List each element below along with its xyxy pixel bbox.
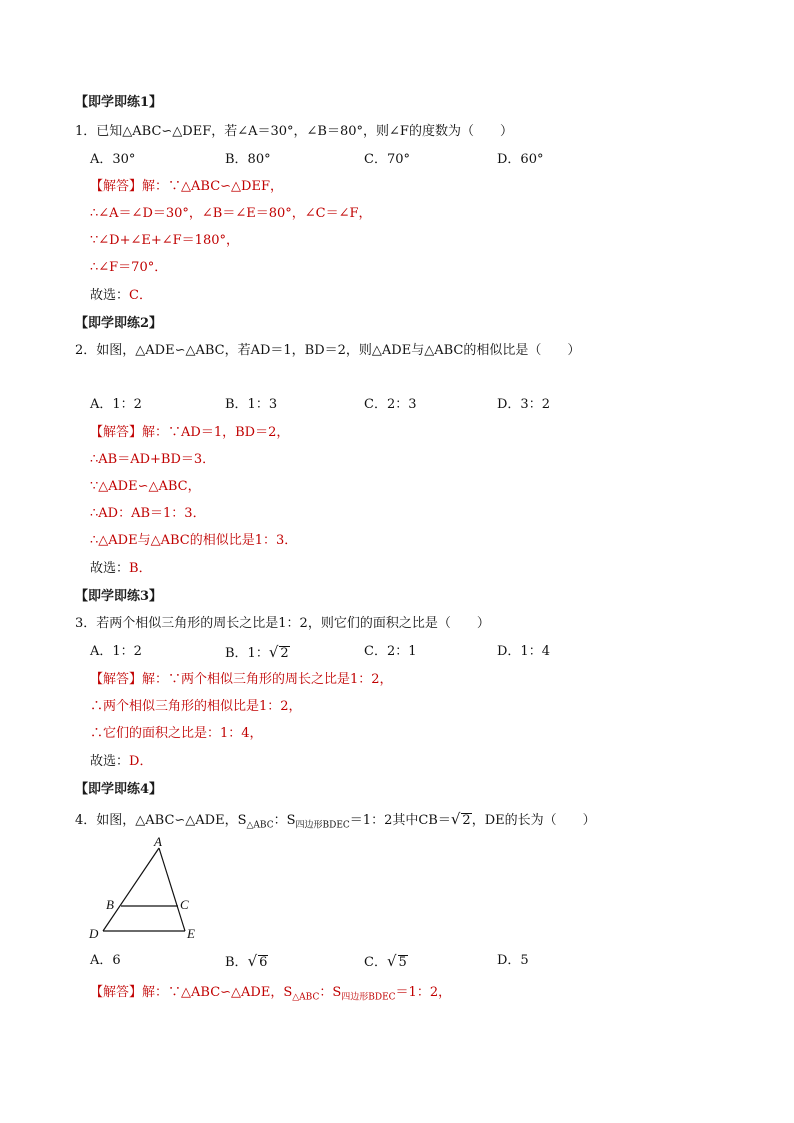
- answer-text: 解：∵AD＝1，BD＝2，: [142, 425, 290, 440]
- subscript: △ABC: [292, 992, 320, 1003]
- question-2: 2．如图，△ADE∽△ABC，若AD＝1，BD＝2，则△ADE与△ABC的相似比是（ ）: [75, 343, 581, 358]
- vertex-label-a: A: [154, 834, 162, 849]
- options-row-1: [0, 151, 794, 169]
- answer-label: 【解答】: [90, 425, 143, 440]
- answer-text: ＝1：2，: [395, 985, 452, 1000]
- answer-line-4: [90, 984, 451, 1007]
- option-d: D．5: [497, 953, 529, 968]
- question-text: 4．如图，△ABC∽△ADE，S: [75, 813, 247, 828]
- vertex-label-d: D: [89, 926, 99, 941]
- option-c: C．2：3: [364, 397, 417, 412]
- vertex-label-c: C: [180, 897, 189, 912]
- final-choice-1: [90, 287, 152, 305]
- radicand: 5: [398, 955, 407, 970]
- option-b-text: B．1：: [225, 646, 269, 661]
- question-4: [75, 810, 596, 835]
- answer-line-1: [90, 178, 283, 196]
- option-d: D．60°: [497, 152, 544, 167]
- solution-step: ∴△ADE与△ABC的相似比是1：3．: [90, 533, 298, 548]
- option-c-text: C．: [364, 955, 387, 970]
- answer-text: ：S: [319, 985, 342, 1000]
- option-a: A．30°: [90, 152, 136, 167]
- choice-value: B．: [129, 561, 152, 576]
- final-choice-2: [90, 560, 152, 578]
- vertex-label-e: E: [187, 926, 195, 941]
- sqrt-sign: √: [247, 952, 258, 970]
- subscript: △ABC: [246, 820, 274, 831]
- answer-line-3: [90, 671, 393, 689]
- edge-ad: [103, 848, 159, 931]
- options-row-2: [0, 396, 794, 414]
- triangle-figure: [85, 834, 205, 944]
- options-row-4: [0, 952, 794, 972]
- edge-ae: [159, 848, 185, 931]
- choice-prefix: 故选：: [90, 288, 130, 303]
- solution-step: ∴∠F＝70°．: [90, 260, 168, 275]
- section-header-4: 【即学即练4】: [75, 782, 163, 797]
- options-row-3: [0, 643, 794, 661]
- question-text: ＝1：2其中CB＝: [349, 813, 451, 828]
- radicand: 2: [280, 646, 289, 661]
- section-header-2: 【即学即练2】: [75, 316, 163, 331]
- option-c: [364, 952, 408, 972]
- option-b: B．1：3: [225, 397, 278, 412]
- choice-prefix: 故选：: [90, 754, 130, 769]
- option-c: C．2：1: [364, 644, 417, 659]
- option-b: [225, 952, 268, 972]
- solution-step: ∴两个相似三角形的相似比是1：2，: [90, 699, 302, 714]
- solution-step: ∵△ADE∽△ABC，: [90, 479, 201, 494]
- option-d: D．3：2: [497, 397, 550, 412]
- choice-value: C．: [129, 288, 152, 303]
- option-a: A．1：2: [90, 397, 142, 412]
- solution-step: ∴它们的面积之比是：1：4，: [90, 726, 263, 741]
- question-text: ，DE的长为（ ）: [471, 813, 596, 828]
- solution-step: ∴∠A＝∠D＝30°，∠B＝∠E＝80°，∠C＝∠F，: [90, 206, 372, 221]
- subscript: 四边形BDEC: [341, 992, 396, 1003]
- option-b-text: B．: [225, 955, 248, 970]
- question-1: 1．已知△ABC∽△DEF，若∠A＝30°，∠B＝80°，则∠F的度数为（ ）: [75, 124, 513, 139]
- solution-step: ∴AB＝AD+BD＝3．: [90, 452, 216, 467]
- solution-step: ∵∠D+∠E+∠F＝180°，: [90, 233, 239, 248]
- answer-text: 解：∵△ABC∽△DEF，: [142, 179, 283, 194]
- answer-text: 解：∵△ABC∽△ADE，S: [142, 985, 293, 1000]
- answer-label: 【解答】: [90, 985, 143, 1000]
- answer-label: 【解答】: [90, 179, 143, 194]
- choice-prefix: 故选：: [90, 561, 130, 576]
- option-a: A．1：2: [90, 644, 142, 659]
- radicand: 6: [259, 955, 268, 970]
- option-c: C．70°: [364, 152, 410, 167]
- subscript: 四边形BDEC: [295, 820, 350, 831]
- question-text: ：S: [273, 813, 296, 828]
- option-b: [225, 643, 290, 663]
- choice-value: D．: [129, 754, 153, 769]
- vertex-label-b: B: [106, 897, 114, 912]
- sqrt-sign: √: [450, 810, 461, 828]
- question-3: 3．若两个相似三角形的周长之比是1：2，则它们的面积之比是（ ）: [75, 616, 490, 631]
- section-header-3: 【即学即练3】: [75, 589, 163, 604]
- option-b: B．80°: [225, 152, 271, 167]
- sqrt-sign: √: [386, 952, 397, 970]
- answer-text: 解：∵两个相似三角形的周长之比是1：2，: [142, 672, 393, 687]
- answer-label: 【解答】: [90, 672, 143, 687]
- answer-line-2: [90, 424, 289, 442]
- section-header-1: 【即学即练1】: [75, 95, 163, 110]
- sqrt-sign: √: [268, 643, 279, 661]
- option-a: A．6: [90, 953, 121, 968]
- option-d: D．1：4: [497, 644, 550, 659]
- final-choice-3: [90, 753, 152, 771]
- radicand: 2: [462, 813, 471, 828]
- solution-step: ∴AD：AB＝1：3．: [90, 506, 206, 521]
